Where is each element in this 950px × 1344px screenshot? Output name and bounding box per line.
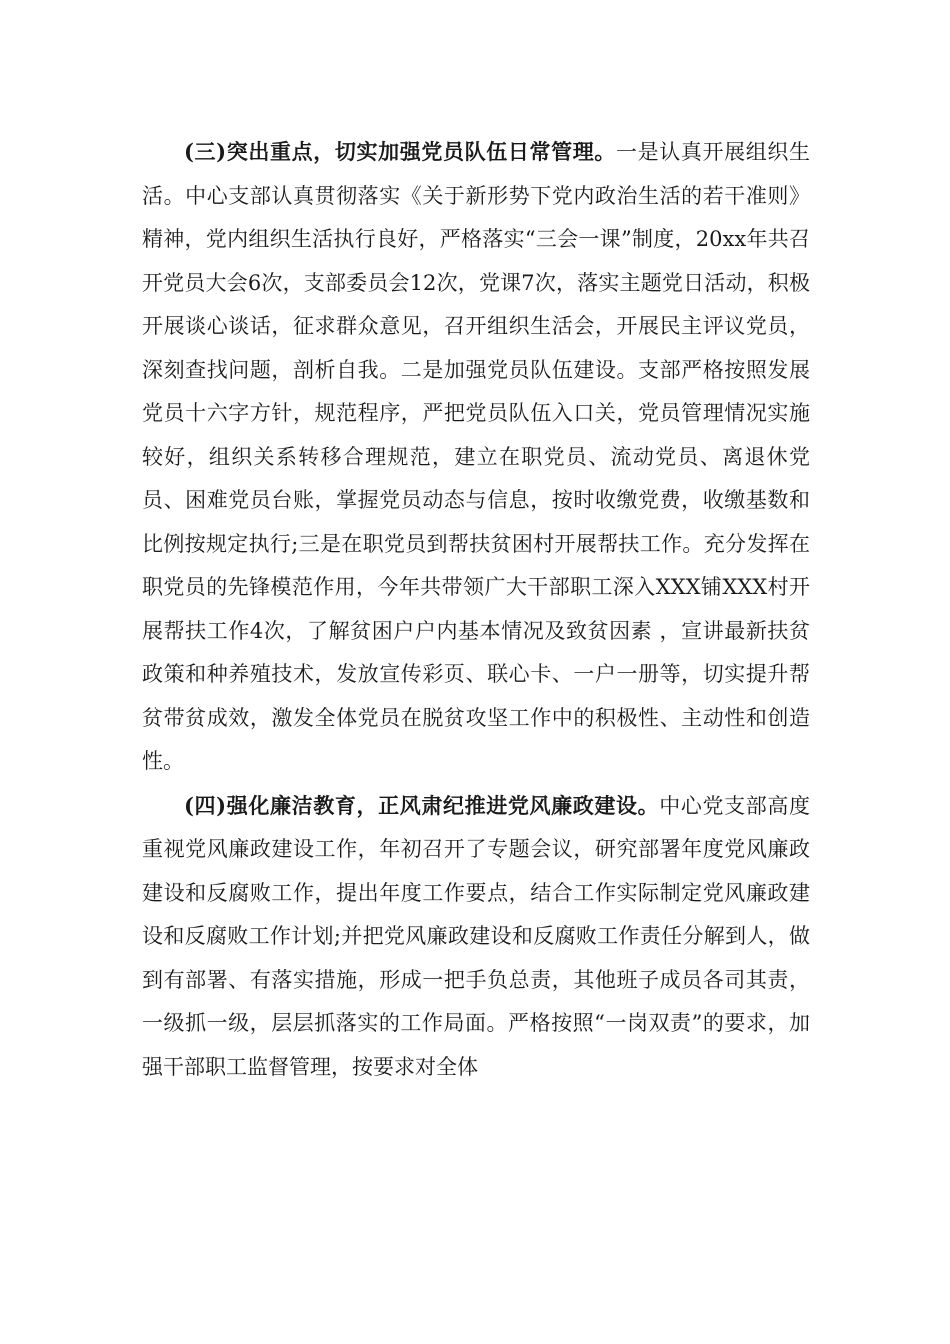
section-3-heading: (三)突出重点，切实加强党员队伍日常管理。 — [184, 139, 616, 164]
paragraph-section-4 — [142, 784, 810, 1090]
section-4-heading: (四)强化廉洁教育，正风肃纪推进党风廉政建设。 — [184, 792, 660, 818]
section-4-body: 中心党支部高度重视党风廉政建设工作，年初召开了专题会议，研究部署年度党风廉政建设和反腐败工作，提出年度工作要点，结合工作实际制定党风廉政建设和反腐败工作计划;并把党风廉政建设和反腐败工作责任分解到人，做到有部署、有落实措施，形成一把手负总责，其他班子成员各司其责，一级抓一级，层层抓落实的工作局面。严格按照“一岗双责”的要求，加强干部职工监督管理，按要求对全体 — [142, 793, 810, 1079]
section-3-body: 一是认真开展组织生活。中心支部认真贯彻落实《关于新形势下党内政治生活的若干准则》精神，党内组织生活执行良好，严格落实“三会一课”制度，20xx年共召开党员大会6次，支部委员会12次，党课7次，落实主题党日活动，积极开展谈心谈话，征求群众意见，召开组织生活会，开展民主评议党员，深刻查找问题，剖析自我。二是加强党员队伍建设。支部严格按照发展党员十六字方针，规范程序，严把党员队伍入口关，党员管理情况实施较好，组织关系转移合理规范，建立在职党员、流动党员、离退休党员、困难党员台账，掌握党员动态与信息，按时收缴党费，收缴基数和比例按规定执行;三是在职党员到帮扶贫困村开展帮扶工作。充分发挥在职党员的先锋模范作用，今年共带领广大干部职工深入XXX铺XXX村开展帮扶工作4次，了解贫困户户内基本情况及致贫因素 ，宣讲最新扶贫政策和种养殖技术，发放宣传彩页、联心卡、一户一册等，切实提升帮贫带贫成效，激发全体党员在脱贫攻坚工作中的积极性、主动性和创造性。 — [142, 140, 810, 773]
paragraph-section-3 — [142, 130, 810, 784]
document-page — [142, 130, 810, 1089]
